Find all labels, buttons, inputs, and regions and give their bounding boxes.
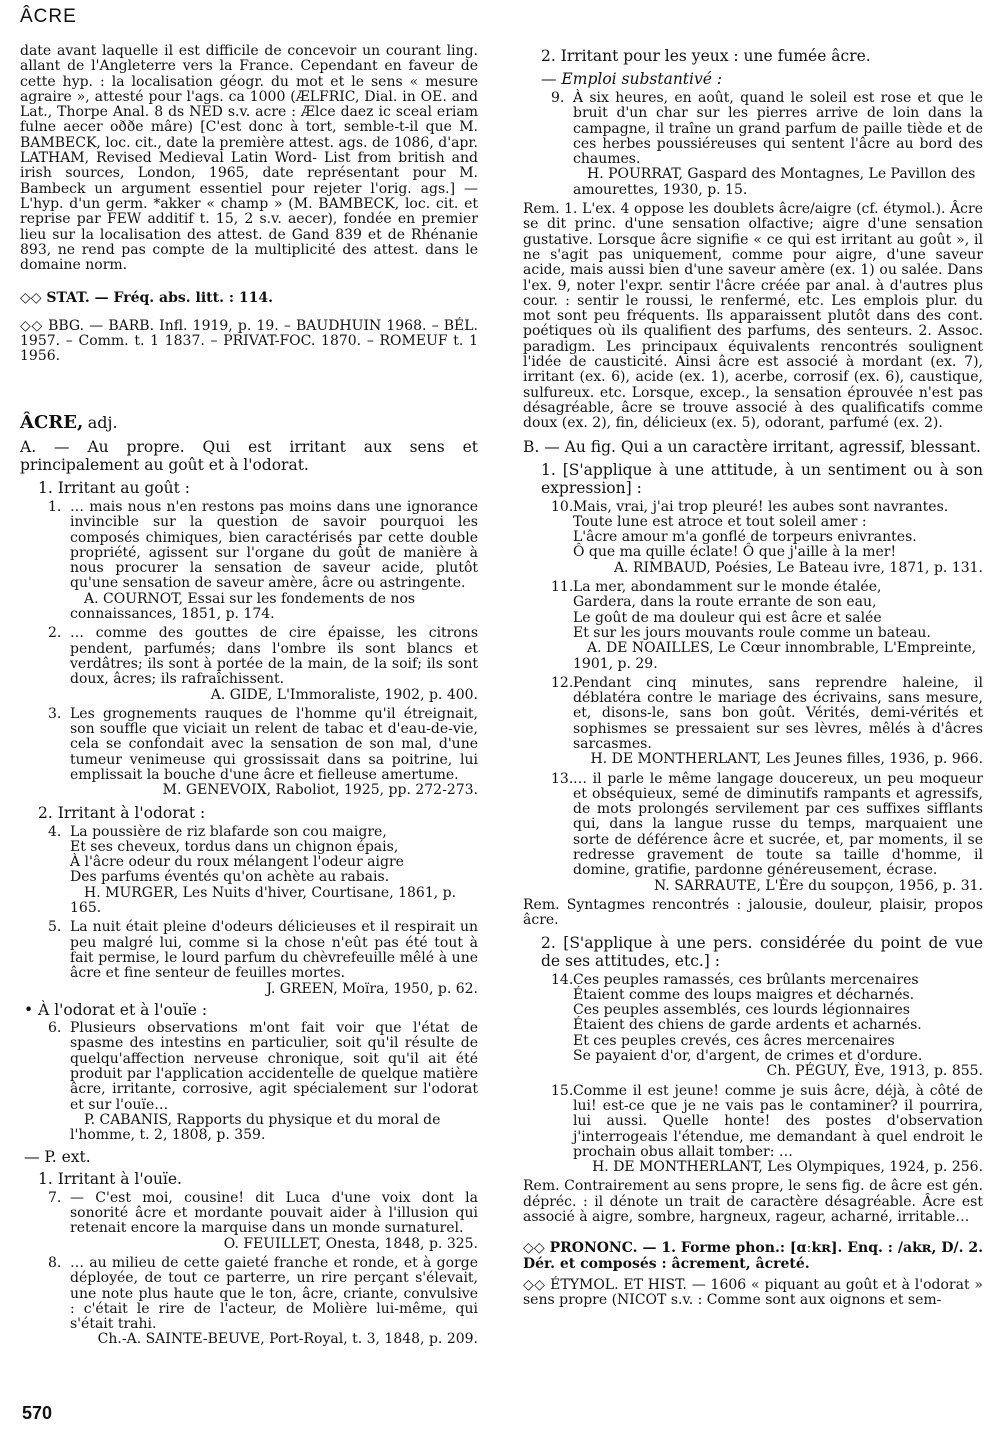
example-15 xyxy=(551,1082,983,1176)
example-number: 6. xyxy=(48,1020,62,1037)
subsense-eyes: 2. Irritant pour les yeux : une fumée âcre. xyxy=(541,47,871,65)
example-number: 8. xyxy=(48,1255,62,1271)
subsense-smell-hearing: • À l'odorat et à l'ouïe : xyxy=(24,1000,208,1019)
example-5 xyxy=(48,919,478,997)
example-source: A. GIDE, L'Immoraliste, 1902, p. 400. xyxy=(210,686,478,703)
verse-line: Gardera, dans la route errante de son eau, xyxy=(573,594,877,611)
p-ext-label: — P. ext. xyxy=(24,1147,91,1166)
example-11 xyxy=(551,579,983,672)
verse-line: La poussière de riz blafarde son cou maigre, xyxy=(70,823,387,840)
example-text: Comme il est jeune! comme je suis âcre, déjà, à côté de lui! est-ce que je ne vais pas le contaminer? il pourrira, lui aussi. Quelle honte! des postes d'observation j'interrogeais l'étendue, me demandant à quel endroit le prochain obus allait tomber: … xyxy=(573,1082,983,1160)
example-2 xyxy=(48,625,478,703)
example-1 xyxy=(48,498,478,623)
example-number: 2. xyxy=(48,625,62,642)
example-8 xyxy=(48,1255,478,1348)
example-3 xyxy=(48,705,478,799)
example-source: H. DE MONTHERLANT, Les Olympiques, 1924, p. 256. xyxy=(592,1159,983,1176)
example-text: … comme des gouttes de cire épaisse, les citrons pendent, parfumés; dans l'ombre ils sont blancs et verdâtres; ils sont à portée de la main, de la soif; ils sont doux, âcres; ils rafraîchissent. xyxy=(70,625,478,688)
remark-3: Rem. Contrairement au sens propre, le sens fig. de âcre est gén. dépréc. : il dénote un trait de caractère désagréable. Âcre est associé à aigre, sombre, hargneux, rageur, acharné, irritable… xyxy=(523,1178,983,1225)
sense-A: A. — Au propre. Qui est irritant aux sens et principalement au goût et à l'odorat. xyxy=(20,437,478,474)
verse-line: La mer, abondamment sur le monde étalée, xyxy=(573,579,882,596)
example-number: 11. xyxy=(551,579,574,596)
example-source: P. CABANIS, Rapports du physique et du moral de l'homme, t. 2, 1808, p. 359. xyxy=(70,1111,441,1144)
example-source: Ch.-A. SAINTE-BEUVE, Port-Royal, t. 3, 1848, p. 209. xyxy=(97,1331,478,1348)
example-number: 13. xyxy=(551,770,574,787)
example-number: 9. xyxy=(551,90,565,106)
example-text: Pendant cinq minutes, sans reprendre haleine, il déblatéra contre le mariage des écrivains, sans mesure, et, disons-le, sans bon goût. Vérités, demi-vérités et sophismes se pressaient sur ses lèvres, mêlés à d'âcres sarcasmes. xyxy=(573,674,983,752)
entry-heading xyxy=(20,411,478,433)
verse-line: Ô que ma quille éclate! Ô que j'aille à la mer! xyxy=(573,544,897,561)
example-number: 4. xyxy=(48,823,62,840)
subsense-hearing: 1. Irritant à l'ouïe. xyxy=(38,1169,182,1188)
example-text: — C'est moi, cousine! dit Luca d'une voix dont la sonorité âcre et mordante pouvait aider à l'illusion qui retenait encore la marquise dans un monde surnaturel. xyxy=(70,1189,478,1237)
verse-line: Ces peuples assemblés, ces lourds légionnaires xyxy=(573,1002,910,1019)
verse-line: Étaient des chiens de garde ardents et acharnés. xyxy=(573,1017,922,1034)
example-14 xyxy=(551,971,983,1080)
example-source: A. DE NOAILLES, Le Cœur innombrable, L'Empreinte, 1901, p. 29. xyxy=(573,640,977,672)
example-number: 5. xyxy=(48,919,62,936)
example-source: H. POURRAT, Gaspard des Montagnes, Le Pavillon des amourettes, 1930, p. 15. xyxy=(573,166,976,198)
part-of-speech: adj. xyxy=(87,412,118,432)
example-4 xyxy=(48,823,478,917)
example-7 xyxy=(48,1189,478,1252)
example-source: H. DE MONTHERLANT, Les Jeunes filles, 1936, p. 966. xyxy=(590,751,983,768)
verse-line: Ces peuples ramassés, ces brûlants mercenaires xyxy=(573,971,919,988)
right-column xyxy=(523,47,983,1308)
verse-line: Et ces peuples crevés, ces âcres mercenaires xyxy=(573,1032,895,1049)
subsense-person: 2. [S'applique à une pers. considérée du point de vue de ses attitudes, etc.] : xyxy=(541,933,983,970)
verse-line: Et ses cheveux, tordus dans un chignon épais, xyxy=(70,838,399,855)
example-text: Les grognements rauques de l'homme qu'il étreignait, son souffle que viciait un relent de tabac et d'eau-de-vie, cela se confondait avec la sensation de son mal, d'une tumeur venimeuse qui grossissait dans sa poitrine, lui emplissait la bouche d'une âcre et fielleuse amertume. xyxy=(70,705,478,783)
verse-line: Des parfums éventés qu'on achète au rabais. xyxy=(70,869,390,886)
example-source: H. MURGER, Les Nuits d'hiver, Courtisane, 1861, p. 165. xyxy=(70,884,457,917)
example-source: A. RIMBAUD, Poésies, Le Bateau ivre, 1871, p. 131. xyxy=(613,559,983,576)
etymology-section: ◇◇ ÉTYMOL. ET HIST. — 1606 « piquant au goût et à l'odorat » sens propre (NICOT s.v. : Comme sont aux oignons et sem- xyxy=(523,1276,983,1309)
example-text: … au milieu de cette gaieté franche et ronde, et à gorge déployée, de tout ce parterre, un rire perçant s'élevait, une note plus haute que le ton, âcre, criante, convulsive : c'était le rire de l'acteur, de Molière lui-même, qui s'était trahi. xyxy=(70,1255,478,1333)
example-12 xyxy=(551,674,983,768)
example-10 xyxy=(551,498,983,576)
example-text: … mais nous n'en restons pas moins dans une ignorance invincible sur la question de savoir pourquoi les composés chimiques, bien caractérisés par cette double propriété, agissent sur l'organe du goût de manière à nous procurer la sensation de saveur acide, plutôt qu'une sensation de saveur amère, âcre ou astringente. xyxy=(70,498,478,592)
example-source: A. COURNOT, Essai sur les fondements de nos connaissances, 1851, p. 174. xyxy=(70,590,416,623)
example-number: 12. xyxy=(551,674,574,691)
example-number: 15. xyxy=(551,1082,574,1099)
subsense-attitude: 1. [S'applique à une attitude, à un sentiment ou à son expression] : xyxy=(541,460,983,497)
example-text: … il parle le même langage doucereux, un peu moqueur et obséquieux, semé de diminutifs rampants et agressifs, de mots prolongés servilement par ces suffixes sifflants qui, dans la langue russe du temps, marquaient une sorte de déférence âcre et sucrée, et, par moments, il se redresse gravement de toute sa taille d'homme, il domine, gratifie, pardonne généreusement, écrase. xyxy=(573,770,983,879)
running-head: ÂCRE xyxy=(20,6,77,27)
page-number: 570 xyxy=(22,1403,53,1423)
sense-B: B. — Au fig. Qui a un caractère irritant, agressif, blessant. xyxy=(523,437,981,456)
subsense-smell: 2. Irritant à l'odorat : xyxy=(38,803,206,822)
stat-section: ◇◇ STAT. — Fréq. abs. litt. : 114. xyxy=(20,290,273,307)
remark-1: Rem. 1. L'ex. 4 oppose les doublets âcre/aigre (cf. étymol.). Âcre se dit princ. d'une sensation olfactive; aigre d'une sensation gustative. Lorsque âcre signifie « ce qui est irritant au goût », il ne s'agit pas uniquement, comme pour aigre, d'une saveur acide, mais aussi bien d'une saveur amère (ex. 1) ou salée. Dans l'ex. 9, noter l'expr. sentir l'âcre créée par anal. à d'autres plus cour. : sentir le roussi, le renfermé, etc. Les emplois plur. du mot sont peu fréquents. Ils apparaissent plutôt dans des cont. poétiques où ils qualifient des parfums, des senteurs. 2. Assoc. paradigm. Les principaux équivalents rencontrés soulignent l'idée de causticité. Ainsi âcre est associé à mordant (ex. 7), irritant (ex. 6), acide (ex. 1), acerbe, corrosif (ex. 6), caustique, sulfureux. etc. Lorsque, excep., la sensation éprouvée n'est pas désagréable, âcre se trouve associé à des qualificatifs comme doux (ex. 2), fin, délicieux (ex. 5), odorant, parfumé (ex. 2). xyxy=(523,201,983,432)
example-number: 10. xyxy=(551,498,574,515)
example-number: 7. xyxy=(48,1189,62,1206)
verse-line: Mais, vrai, j'ai trop pleuré! les aubes sont navrantes. xyxy=(573,498,949,515)
example-6 xyxy=(48,1020,478,1144)
example-9 xyxy=(551,90,983,198)
verse-line: Et sur les jours mouvants roule comme un bateau. xyxy=(573,624,931,641)
example-text: La nuit était pleine d'odeurs délicieuses et il respirait un peu malgré lui, comme si la chose n'eût pas été tout à fait permise, le lourd parfum du chèvrefeuille mêlé à une âcre et fine senteur de feuilles mortes. xyxy=(70,919,478,982)
left-column xyxy=(20,44,478,1352)
bibliography-section: ◇◇ BBG. — BARB. Infl. 1919, p. 19. – BAUDHUIN 1968. – BÉL. 1957. – Comm. t. 1 1837. – PRIVAT-FOC. 1870. – ROMEUF t. 1 1956. xyxy=(20,317,478,365)
subsense-taste: 1. Irritant au goût : xyxy=(38,478,190,497)
verse-line: Le goût de ma douleur qui est âcre et salée xyxy=(573,609,882,626)
verse-line: Étaient comme des loups maigres et décharnés. xyxy=(573,986,915,1003)
headword: ÂCRE, xyxy=(20,411,84,433)
example-text: Plusieurs observations m'ont fait voir que l'état de spasme des intestins en particulier, soit qu'il résulte de quelqu'affection nerveuse chronique, soit qu'il ait été produit par l'application accidentelle de quelque matière âcre, irritante, corrosive, agit spécialement sur l'odorat et sur l'ouïe… xyxy=(70,1020,478,1113)
example-number: 3. xyxy=(48,705,62,722)
example-source: N. SARRAUTE, L'Ère du soupçon, 1956, p. 31. xyxy=(653,877,983,894)
verse-line: Toute lune est atroce et tout soleil amer : xyxy=(573,513,867,530)
example-source: O. FEUILLET, Onesta, 1848, p. 325. xyxy=(223,1235,478,1252)
example-text: À six heures, en août, quand le soleil est rose et que le bruit d'un char sur les pierres arrive de loin dans la campagne, il traîne un grand parfum de paille tiède et de ces herbes poussiéreuses qui sentent l'âcre au bord des chaumes. xyxy=(573,90,983,168)
remark-2: Rem. Syntagmes rencontrés : jalousie, douleur, plaisir, propos âcre. xyxy=(523,896,983,929)
example-number: 1. xyxy=(48,498,62,515)
example-number: 14. xyxy=(551,971,574,988)
verse-line: L'âcre amour m'a gonflé de torpeurs enivrantes. xyxy=(573,529,917,546)
example-source: Ch. PÉGUY, Ève, 1913, p. 855. xyxy=(766,1063,983,1080)
pronunciation-section: ◇◇ PRONONC. — 1. Forme phon.: [ɑːkʀ]. Enq. : /akʀ, D/. 2. Dér. et composés : âcrement, âcreté. xyxy=(523,1240,983,1272)
example-source: M. GENEVOIX, Raboliot, 1925, pp. 272-273. xyxy=(162,782,478,799)
verse-line: Se payaient d'or, d'argent, de crimes et d'ordure. xyxy=(573,1048,923,1065)
example-13 xyxy=(551,770,983,894)
example-source: J. GREEN, Moïra, 1950, p. 62. xyxy=(266,980,478,997)
verse-line: À l'âcre odeur du roux mélangent l'odeur aigre xyxy=(70,854,404,871)
etymology-continuation: date avant laquelle il est difficile de concevoir un courant ling. allant de l'Angleterre vers la France. Cependant en faveur de cette hyp. : la localisation géogr. du mot et le sens « mesure agraire », attesté pour l'ags. ca 1000 (ÆLFRIC, Dial. in OE. and Lat., Thorpe Anal. 8 ds NED s.v. acre : Ælce daez ic sceal eriam fulne aecer oððe mâre) [C'est donc à tort, semble-t-il que M. BAMBECK, loc. cit., date la première attest. ags. de 1086, d'apr. LATHAM, Revised Medieval Latin Word- List from british and irish sources, London, 1965, date représentant pour M. Bambeck un argument essentiel pour rejeter l'orig. ags.] — L'hyp. d'un germ. *akker « champ » (M. BAMBECK, loc. cit. et reprise par FEW additif t. 15, 2 s.v. aecer), fondée en premier lieu sur la localisation des attest. de Gand 839 et de Rhénanie 893, ne rend pas compte de la multiplicité des attest. dans le domaine norm. xyxy=(20,43,478,274)
emploi-substantive: — Emploi substantivé : xyxy=(541,70,723,88)
